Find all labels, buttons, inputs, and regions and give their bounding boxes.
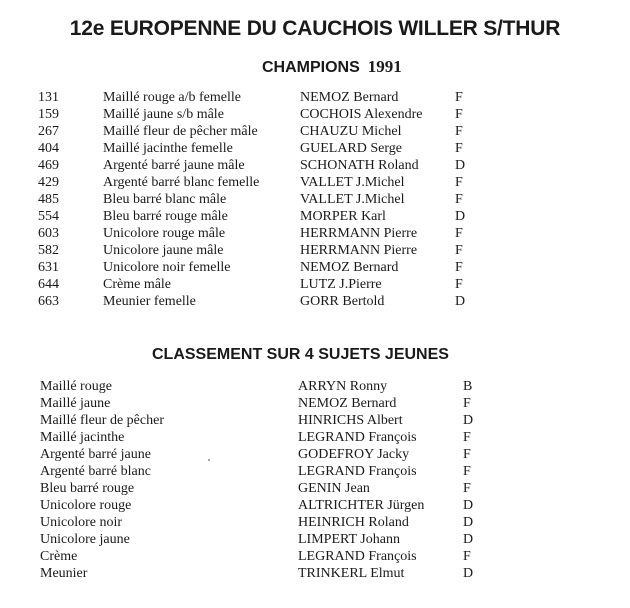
classement-row	[0, 548, 630, 565]
classement-category: Argenté barré jaune	[40, 447, 151, 462]
champion-number: 267	[38, 124, 59, 139]
champion-number: 644	[38, 277, 59, 292]
champion-category: Unicolore jaune mâle	[103, 243, 224, 258]
classement-category: Bleu barré rouge	[40, 481, 135, 496]
champion-grade: F	[455, 277, 463, 292]
champion-grade: F	[455, 141, 463, 156]
champion-category: Argenté barré jaune mâle	[103, 158, 245, 173]
classement-grade: D	[463, 515, 474, 530]
classement-category: Maillé fleur de pêcher	[40, 413, 164, 428]
classement-category: Meunier	[40, 566, 88, 581]
classement-grade: F	[463, 481, 471, 496]
classement-breeder: LEGRAND François	[298, 549, 417, 564]
champion-row	[0, 174, 630, 191]
champion-number: 469	[38, 158, 59, 173]
classement-category: Maillé rouge	[40, 379, 112, 394]
champion-row	[0, 208, 630, 225]
champion-category: Bleu barré blanc mâle	[103, 192, 227, 207]
classement-grade: F	[463, 549, 471, 564]
champion-breeder: HERRMANN Pierre	[300, 226, 418, 241]
champion-grade: D	[455, 209, 466, 224]
classement-heading: CLASSEMENT SUR 4 SUJETS JEUNES	[152, 346, 449, 363]
classement-category: Crème	[40, 549, 78, 564]
classement-breeder: TRINKERL Elmut	[298, 566, 405, 581]
champion-category: Unicolore rouge mâle	[103, 226, 226, 241]
champion-category: Maillé rouge a/b femelle	[103, 90, 241, 105]
champion-category: Argenté barré blanc femelle	[103, 175, 260, 190]
classement-row	[0, 395, 630, 412]
classement-breeder: GENIN Jean	[298, 481, 370, 496]
classement-row	[0, 412, 630, 429]
classement-row	[0, 497, 630, 514]
classement-row	[0, 565, 630, 582]
champions-year: 1991	[367, 57, 402, 76]
champion-row	[0, 123, 630, 140]
classement-breeder: LIMPERT Johann	[298, 532, 400, 547]
classement-breeder: LEGRAND François	[298, 430, 417, 445]
champion-grade: F	[455, 90, 463, 105]
champion-grade: D	[455, 294, 466, 309]
champion-breeder: NEMOZ Bernard	[300, 90, 399, 105]
champion-breeder: SCHONATH Roland	[300, 158, 419, 173]
champion-grade: F	[455, 243, 463, 258]
classement-breeder: GODEFROY Jacky	[298, 447, 410, 462]
champion-breeder: LUTZ J.Pierre	[300, 277, 382, 292]
classement-category: Unicolore jaune	[40, 532, 130, 547]
classement-breeder: NEMOZ Bernard	[298, 396, 397, 411]
classement-category: Maillé jacinthe	[40, 430, 125, 445]
champion-number: 582	[38, 243, 59, 258]
champion-grade: D	[455, 158, 466, 173]
classement-row	[0, 531, 630, 548]
champion-breeder: COCHOIS Alexendre	[300, 107, 423, 122]
classement-grade: F	[463, 464, 471, 479]
classement-row	[0, 378, 630, 395]
classement-breeder: LEGRAND François	[298, 464, 417, 479]
classement-category: Maillé jaune	[40, 396, 111, 411]
champion-category: Maillé jacinthe femelle	[103, 141, 233, 156]
champion-breeder: GUELARD Serge	[300, 141, 403, 156]
champion-number: 631	[38, 260, 59, 275]
classement-breeder: HINRICHS Albert	[298, 413, 403, 428]
champion-number: 663	[38, 294, 59, 309]
champion-breeder: VALLET J.Michel	[300, 175, 405, 190]
champion-category: Maillé jaune s/b mâle	[103, 107, 224, 122]
champion-row	[0, 259, 630, 276]
champion-row	[0, 106, 630, 123]
champion-grade: F	[455, 175, 463, 190]
champion-breeder: NEMOZ Bernard	[300, 260, 399, 275]
classement-row	[0, 480, 630, 497]
classement-row	[0, 514, 630, 531]
champion-breeder: CHAUZU Michel	[300, 124, 402, 139]
champion-number: 159	[38, 107, 59, 122]
classement-grade: D	[463, 566, 474, 581]
champion-grade: F	[455, 192, 463, 207]
champion-number: 404	[38, 141, 59, 156]
classement-breeder: HEINRICH Roland	[298, 515, 409, 530]
classement-breeder: ARRYN Ronny	[298, 379, 388, 394]
champion-grade: F	[455, 260, 463, 275]
champion-grade: F	[455, 107, 463, 122]
champion-breeder: MORPER Karl	[300, 209, 386, 224]
champion-number: 485	[38, 192, 59, 207]
champion-number: 429	[38, 175, 59, 190]
classement-row	[0, 463, 630, 480]
champion-row	[0, 140, 630, 157]
champions-heading	[262, 57, 402, 77]
champion-breeder: HERRMANN Pierre	[300, 243, 418, 258]
champion-row	[0, 225, 630, 242]
champion-row	[0, 191, 630, 208]
classement-row	[0, 429, 630, 446]
classement-grade: F	[463, 430, 471, 445]
champion-grade: F	[455, 226, 463, 241]
champion-row	[0, 293, 630, 310]
classement-breeder: ALTRICHTER Jürgen	[298, 498, 425, 513]
champion-category: Crème mâle	[103, 277, 172, 292]
champion-number: 131	[38, 90, 59, 105]
champion-row	[0, 242, 630, 259]
classement-category: Unicolore rouge	[40, 498, 132, 513]
classement-grade: B	[463, 379, 473, 394]
champion-row	[0, 89, 630, 106]
classement-grade: D	[463, 532, 474, 547]
champion-category: Bleu barré rouge mâle	[103, 209, 228, 224]
classement-grade: F	[463, 396, 471, 411]
classement-row	[0, 446, 630, 463]
champion-category: Meunier femelle	[103, 294, 196, 309]
document-title: 12e EUROPENNE DU CAUCHOIS WILLER S/THUR	[69, 17, 561, 40]
classement-category: Argenté barré blanc	[40, 464, 151, 479]
champion-breeder: VALLET J.Michel	[300, 192, 405, 207]
champion-number: 554	[38, 209, 59, 224]
champion-breeder: GORR Bertold	[300, 294, 385, 309]
champion-category: Unicolore noir femelle	[103, 260, 231, 275]
champions-heading-label: CHAMPIONS	[262, 59, 360, 76]
classement-grade: D	[463, 498, 474, 513]
champion-row	[0, 276, 630, 293]
champion-grade: F	[455, 124, 463, 139]
champion-category: Maillé fleur de pêcher mâle	[103, 124, 258, 139]
classement-grade: D	[463, 413, 474, 428]
champion-row	[0, 157, 630, 174]
classement-category: Unicolore noir	[40, 515, 123, 530]
scan-speck	[208, 459, 210, 461]
classement-grade: F	[463, 447, 471, 462]
champion-number: 603	[38, 226, 59, 241]
